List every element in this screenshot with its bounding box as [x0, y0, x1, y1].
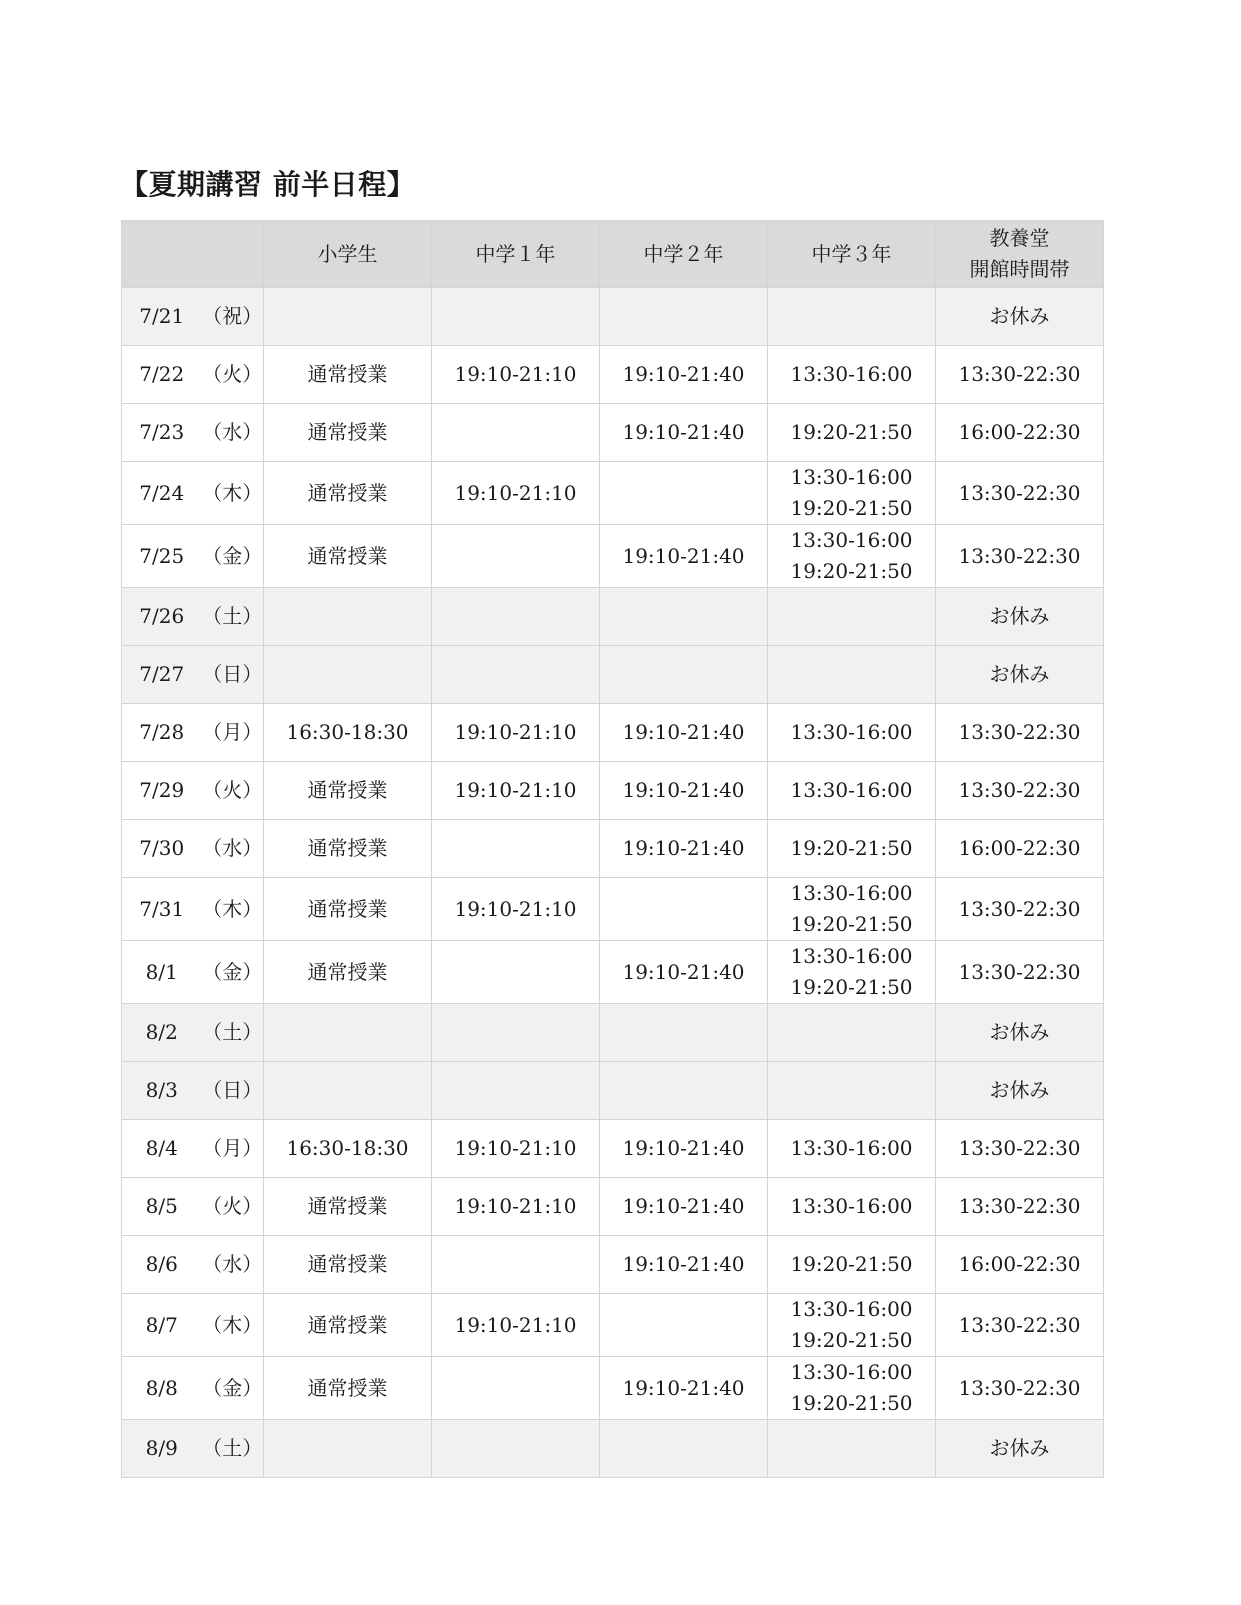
grade3-time: 19:20-21:50 — [790, 975, 913, 999]
cell-grade1 — [432, 1062, 600, 1120]
cell-grade2 — [600, 646, 768, 704]
cell-weekday: （月） — [202, 1120, 264, 1178]
table-row — [122, 346, 1104, 404]
cell-grade2 — [600, 1062, 768, 1120]
cell-grade3 — [768, 1420, 936, 1478]
cell-grade1 — [432, 820, 600, 878]
cell-date: 7/29 — [122, 762, 202, 820]
table-row — [122, 646, 1104, 704]
cell-grade1 — [432, 288, 600, 346]
cell-weekday: （土） — [202, 1004, 264, 1062]
grade3-time: 19:20-21:50 — [790, 559, 913, 583]
table-row — [122, 1062, 1104, 1120]
cell-date: 7/21 — [122, 288, 202, 346]
cell-weekday: （金） — [202, 1357, 264, 1420]
cell-elementary — [264, 1062, 432, 1120]
table-row — [122, 1178, 1104, 1236]
cell-hall-hours: 13:30-22:30 — [936, 1357, 1104, 1420]
table-row — [122, 1120, 1104, 1178]
cell-weekday: （金） — [202, 941, 264, 1004]
cell-elementary: 通常授業 — [264, 404, 432, 462]
grade3-time: 13:30-16:00 — [790, 1136, 913, 1160]
cell-weekday: （木） — [202, 1294, 264, 1357]
grade3-time: 19:20-21:50 — [790, 836, 913, 860]
cell-grade3 — [768, 288, 936, 346]
cell-grade1 — [432, 1004, 600, 1062]
cell-grade3 — [768, 762, 936, 820]
table-row — [122, 1004, 1104, 1062]
cell-date: 8/3 — [122, 1062, 202, 1120]
cell-hall-hours: 13:30-22:30 — [936, 346, 1104, 404]
table-row — [122, 1236, 1104, 1294]
cell-date: 8/8 — [122, 1357, 202, 1420]
grade3-time: 13:30-16:00 — [790, 1360, 913, 1384]
table-row — [122, 1357, 1104, 1420]
cell-elementary: 通常授業 — [264, 878, 432, 941]
cell-date: 7/31 — [122, 878, 202, 941]
cell-date: 8/5 — [122, 1178, 202, 1236]
table-row — [122, 1420, 1104, 1478]
grade3-time: 19:20-21:50 — [790, 1391, 913, 1415]
cell-grade3 — [768, 1004, 936, 1062]
cell-elementary: 16:30-18:30 — [264, 704, 432, 762]
header-row — [122, 221, 1104, 288]
cell-grade1: 19:10-21:10 — [432, 1120, 600, 1178]
cell-grade1 — [432, 941, 600, 1004]
cell-grade1 — [432, 404, 600, 462]
cell-grade3 — [768, 704, 936, 762]
cell-hall-hours: 13:30-22:30 — [936, 1294, 1104, 1357]
cell-hall-hours: お休み — [936, 646, 1104, 704]
cell-elementary: 通常授業 — [264, 820, 432, 878]
cell-weekday: （火） — [202, 1178, 264, 1236]
cell-grade3 — [768, 646, 936, 704]
table-row — [122, 404, 1104, 462]
cell-grade2 — [600, 1420, 768, 1478]
cell-grade2 — [600, 1004, 768, 1062]
cell-grade3 — [768, 462, 936, 525]
cell-grade2 — [600, 1294, 768, 1357]
table-row — [122, 462, 1104, 525]
cell-date: 7/22 — [122, 346, 202, 404]
table-row — [122, 1294, 1104, 1357]
header-grade1: 中学１年 — [432, 221, 600, 288]
cell-grade1 — [432, 646, 600, 704]
cell-grade1 — [432, 525, 600, 588]
cell-date: 7/26 — [122, 588, 202, 646]
grade3-time: 19:20-21:50 — [790, 420, 913, 444]
cell-elementary — [264, 1420, 432, 1478]
cell-grade2: 19:10-21:40 — [600, 404, 768, 462]
cell-grade1: 19:10-21:10 — [432, 462, 600, 525]
table-body — [122, 288, 1104, 1478]
header-grade2: 中学２年 — [600, 221, 768, 288]
header-date-blank — [122, 221, 264, 288]
cell-elementary — [264, 1004, 432, 1062]
grade3-time: 13:30-16:00 — [790, 362, 913, 386]
cell-grade3 — [768, 1120, 936, 1178]
cell-date: 8/4 — [122, 1120, 202, 1178]
cell-weekday: （土） — [202, 1420, 264, 1478]
cell-elementary: 通常授業 — [264, 346, 432, 404]
cell-elementary: 通常授業 — [264, 1178, 432, 1236]
cell-weekday: （火） — [202, 762, 264, 820]
cell-grade1: 19:10-21:10 — [432, 1294, 600, 1357]
table-row — [122, 820, 1104, 878]
cell-grade1: 19:10-21:10 — [432, 1178, 600, 1236]
cell-grade3 — [768, 941, 936, 1004]
cell-hall-hours: 13:30-22:30 — [936, 1178, 1104, 1236]
cell-grade3 — [768, 525, 936, 588]
cell-grade2: 19:10-21:40 — [600, 762, 768, 820]
cell-weekday: （日） — [202, 1062, 264, 1120]
cell-hall-hours: 13:30-22:30 — [936, 762, 1104, 820]
cell-weekday: （日） — [202, 646, 264, 704]
cell-grade1: 19:10-21:10 — [432, 878, 600, 941]
cell-hall-hours: 16:00-22:30 — [936, 820, 1104, 878]
cell-grade3 — [768, 346, 936, 404]
cell-grade2: 19:10-21:40 — [600, 1236, 768, 1294]
cell-hall-hours: 13:30-22:30 — [936, 941, 1104, 1004]
cell-date: 8/1 — [122, 941, 202, 1004]
cell-grade1: 19:10-21:10 — [432, 762, 600, 820]
cell-elementary: 通常授業 — [264, 1294, 432, 1357]
cell-hall-hours: 13:30-22:30 — [936, 704, 1104, 762]
cell-elementary: 通常授業 — [264, 1236, 432, 1294]
cell-date: 7/24 — [122, 462, 202, 525]
cell-grade3 — [768, 1294, 936, 1357]
cell-grade2: 19:10-21:40 — [600, 1357, 768, 1420]
cell-hall-hours: 16:00-22:30 — [936, 1236, 1104, 1294]
cell-grade2: 19:10-21:40 — [600, 525, 768, 588]
grade3-time: 13:30-16:00 — [790, 1297, 913, 1321]
cell-grade2 — [600, 462, 768, 525]
cell-weekday: （水） — [202, 820, 264, 878]
cell-hall-hours: 13:30-22:30 — [936, 525, 1104, 588]
cell-grade3 — [768, 1236, 936, 1294]
cell-elementary: 通常授業 — [264, 1357, 432, 1420]
cell-grade1 — [432, 1357, 600, 1420]
cell-hall-hours: お休み — [936, 588, 1104, 646]
cell-grade2 — [600, 878, 768, 941]
cell-date: 7/23 — [122, 404, 202, 462]
cell-weekday: （火） — [202, 346, 264, 404]
cell-date: 7/30 — [122, 820, 202, 878]
cell-grade2: 19:10-21:40 — [600, 346, 768, 404]
table-row — [122, 941, 1104, 1004]
cell-hall-hours: 13:30-22:30 — [936, 1120, 1104, 1178]
cell-grade3 — [768, 588, 936, 646]
cell-grade2: 19:10-21:40 — [600, 820, 768, 878]
cell-grade3 — [768, 1178, 936, 1236]
cell-grade2 — [600, 288, 768, 346]
cell-weekday: （祝） — [202, 288, 264, 346]
header-hall-hours — [936, 221, 1104, 288]
table-row — [122, 878, 1104, 941]
table-row — [122, 704, 1104, 762]
cell-date: 8/7 — [122, 1294, 202, 1357]
header-elementary: 小学生 — [264, 221, 432, 288]
cell-hall-hours: 16:00-22:30 — [936, 404, 1104, 462]
cell-grade3 — [768, 1357, 936, 1420]
grade3-time: 13:30-16:00 — [790, 528, 913, 552]
cell-weekday: （木） — [202, 462, 264, 525]
cell-date: 8/2 — [122, 1004, 202, 1062]
header-hall-line2: 開館時間帯 — [969, 257, 1070, 281]
cell-elementary: 通常授業 — [264, 941, 432, 1004]
page-title: 【夏期講習 前半日程】 — [120, 168, 416, 201]
cell-date: 7/28 — [122, 704, 202, 762]
cell-elementary — [264, 588, 432, 646]
header-hall-line1: 教養堂 — [989, 226, 1050, 250]
cell-hall-hours: お休み — [936, 1004, 1104, 1062]
cell-grade3 — [768, 878, 936, 941]
cell-grade3 — [768, 1062, 936, 1120]
cell-date: 8/6 — [122, 1236, 202, 1294]
cell-grade2 — [600, 588, 768, 646]
cell-grade2: 19:10-21:40 — [600, 1120, 768, 1178]
grade3-time: 19:20-21:50 — [790, 1252, 913, 1276]
cell-grade1 — [432, 588, 600, 646]
cell-grade2: 19:10-21:40 — [600, 941, 768, 1004]
table-row — [122, 588, 1104, 646]
cell-grade2: 19:10-21:40 — [600, 704, 768, 762]
cell-hall-hours: お休み — [936, 1062, 1104, 1120]
cell-date: 7/25 — [122, 525, 202, 588]
grade3-time: 19:20-21:50 — [790, 496, 913, 520]
cell-weekday: （水） — [202, 1236, 264, 1294]
cell-weekday: （金） — [202, 525, 264, 588]
table-row — [122, 762, 1104, 820]
grade3-time: 13:30-16:00 — [790, 881, 913, 905]
grade3-time: 13:30-16:00 — [790, 778, 913, 802]
cell-grade3 — [768, 404, 936, 462]
schedule-table — [121, 220, 1104, 1478]
cell-hall-hours: 13:30-22:30 — [936, 878, 1104, 941]
cell-grade1 — [432, 1420, 600, 1478]
header-grade3: 中学３年 — [768, 221, 936, 288]
cell-elementary — [264, 288, 432, 346]
table-row — [122, 288, 1104, 346]
cell-elementary — [264, 646, 432, 704]
grade3-time: 13:30-16:00 — [790, 720, 913, 744]
grade3-time: 13:30-16:00 — [790, 465, 913, 489]
cell-weekday: （木） — [202, 878, 264, 941]
cell-grade3 — [768, 820, 936, 878]
cell-elementary: 通常授業 — [264, 462, 432, 525]
cell-date: 7/27 — [122, 646, 202, 704]
cell-elementary: 16:30-18:30 — [264, 1120, 432, 1178]
grade3-time: 19:20-21:50 — [790, 1328, 913, 1352]
cell-grade1: 19:10-21:10 — [432, 346, 600, 404]
table-row — [122, 525, 1104, 588]
cell-elementary: 通常授業 — [264, 762, 432, 820]
cell-date: 8/9 — [122, 1420, 202, 1478]
grade3-time: 13:30-16:00 — [790, 1194, 913, 1218]
cell-weekday: （水） — [202, 404, 264, 462]
cell-weekday: （土） — [202, 588, 264, 646]
cell-grade2: 19:10-21:40 — [600, 1178, 768, 1236]
cell-grade1 — [432, 1236, 600, 1294]
grade3-time: 13:30-16:00 — [790, 944, 913, 968]
cell-hall-hours: お休み — [936, 288, 1104, 346]
cell-hall-hours: 13:30-22:30 — [936, 462, 1104, 525]
cell-grade1: 19:10-21:10 — [432, 704, 600, 762]
grade3-time: 19:20-21:50 — [790, 912, 913, 936]
cell-hall-hours: お休み — [936, 1420, 1104, 1478]
cell-elementary: 通常授業 — [264, 525, 432, 588]
cell-weekday: （月） — [202, 704, 264, 762]
table-header — [122, 221, 1104, 288]
